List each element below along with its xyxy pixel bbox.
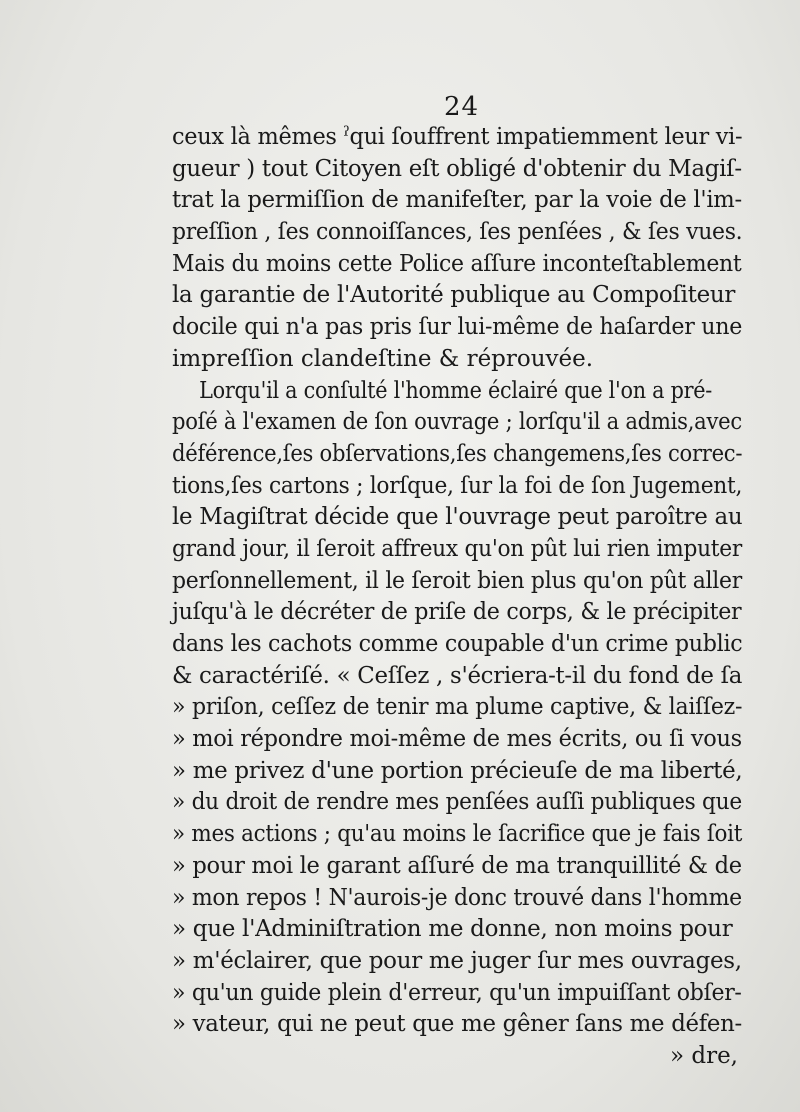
text-line: grand jour, il ſeroit affreux qu'on pût lui rien imputer <box>172 535 742 562</box>
text-line: poſé à l'examen de ſon ouvrage ; lorſqu'il a admis,avec <box>172 409 742 436</box>
text-line: » que l'Adminiſtration me donne, non moins pour <box>172 916 733 943</box>
text-line: » moi répondre moi-même de mes écrits, ou ſi vous <box>172 726 742 753</box>
text-line: » pour moi le garant aſſuré de ma tranquillité & de <box>172 852 742 879</box>
text-line: ceux là mêmes ˀqui ſouffrent impatiemment leur vi- <box>172 124 743 150</box>
text-line: trat la permiſſion de manifeſter, par la voie de l'im- <box>172 187 742 214</box>
text-line: » du droit de rendre mes penſées auſſi publiques que <box>172 789 742 816</box>
text-line: gueur ) tout Citoyen eſt obligé d'obtenir du Magiſ- <box>172 155 742 182</box>
text-line: docile qui n'a pas pris ſur lui-même de haſarder une <box>172 314 743 341</box>
page-number: 24 <box>444 92 480 122</box>
body-text <box>172 122 742 1073</box>
text-line: » qu'un guide plein d'erreur, qu'un impuiſſant obſer- <box>172 979 742 1006</box>
text-line: » m'éclairer, que pour me juger ſur mes ouvrages, <box>172 947 742 974</box>
text-line: preſſion , ſes connoiſſances, ſes penſées , & ſes vues. <box>172 219 743 246</box>
text-line: » priſon, ceſſez de tenir ma plume captive, & laiſſez- <box>172 694 743 721</box>
text-line: Mais du moins cette Police aſſure inconteſtablement <box>172 250 742 277</box>
text-line: tions,ſes cartons ; lorſque, ſur la foi de ſon Jugement, <box>172 472 743 499</box>
text-line: » mon repos ! N'aurois-je donc trouvé dans l'homme <box>172 884 742 911</box>
text-line: » me privez d'une portion précieuſe de ma liberté, <box>172 757 743 784</box>
text-line: & caractériſé. « Ceſſez , s'écriera-t-il du fond de ſa <box>172 662 743 689</box>
text-line: dans les cachots comme coupable d'un crime public <box>172 631 743 657</box>
text-line: perſonnellement, il le ſeroit bien plus qu'on pût aller <box>172 567 742 594</box>
text-line: juſqu'à le décréter de priſe de corps, & le précipiter <box>172 599 742 626</box>
text-line: déférence,ſes obſervations,ſes changemens,ſes correc- <box>172 440 743 467</box>
catchword: » dre, <box>669 1042 738 1069</box>
text-line: » vateur, qui ne peut que me gêner ſans me défen- <box>172 1011 742 1038</box>
text-line: la garantie de l'Autorité publique au Compoſiteur <box>172 282 736 309</box>
text-line: » mes actions ; qu'au moins le ſacrifice que je fais ſoit <box>172 821 743 848</box>
text-line: Lorqu'il a conſulté l'homme éclairé que l'on a pré- <box>199 377 713 404</box>
text-line: impreſſion clandeſtine & réprouvée. <box>172 345 594 372</box>
text-line: le Magiſtrat décide que l'ouvrage peut paroître au <box>172 504 743 531</box>
